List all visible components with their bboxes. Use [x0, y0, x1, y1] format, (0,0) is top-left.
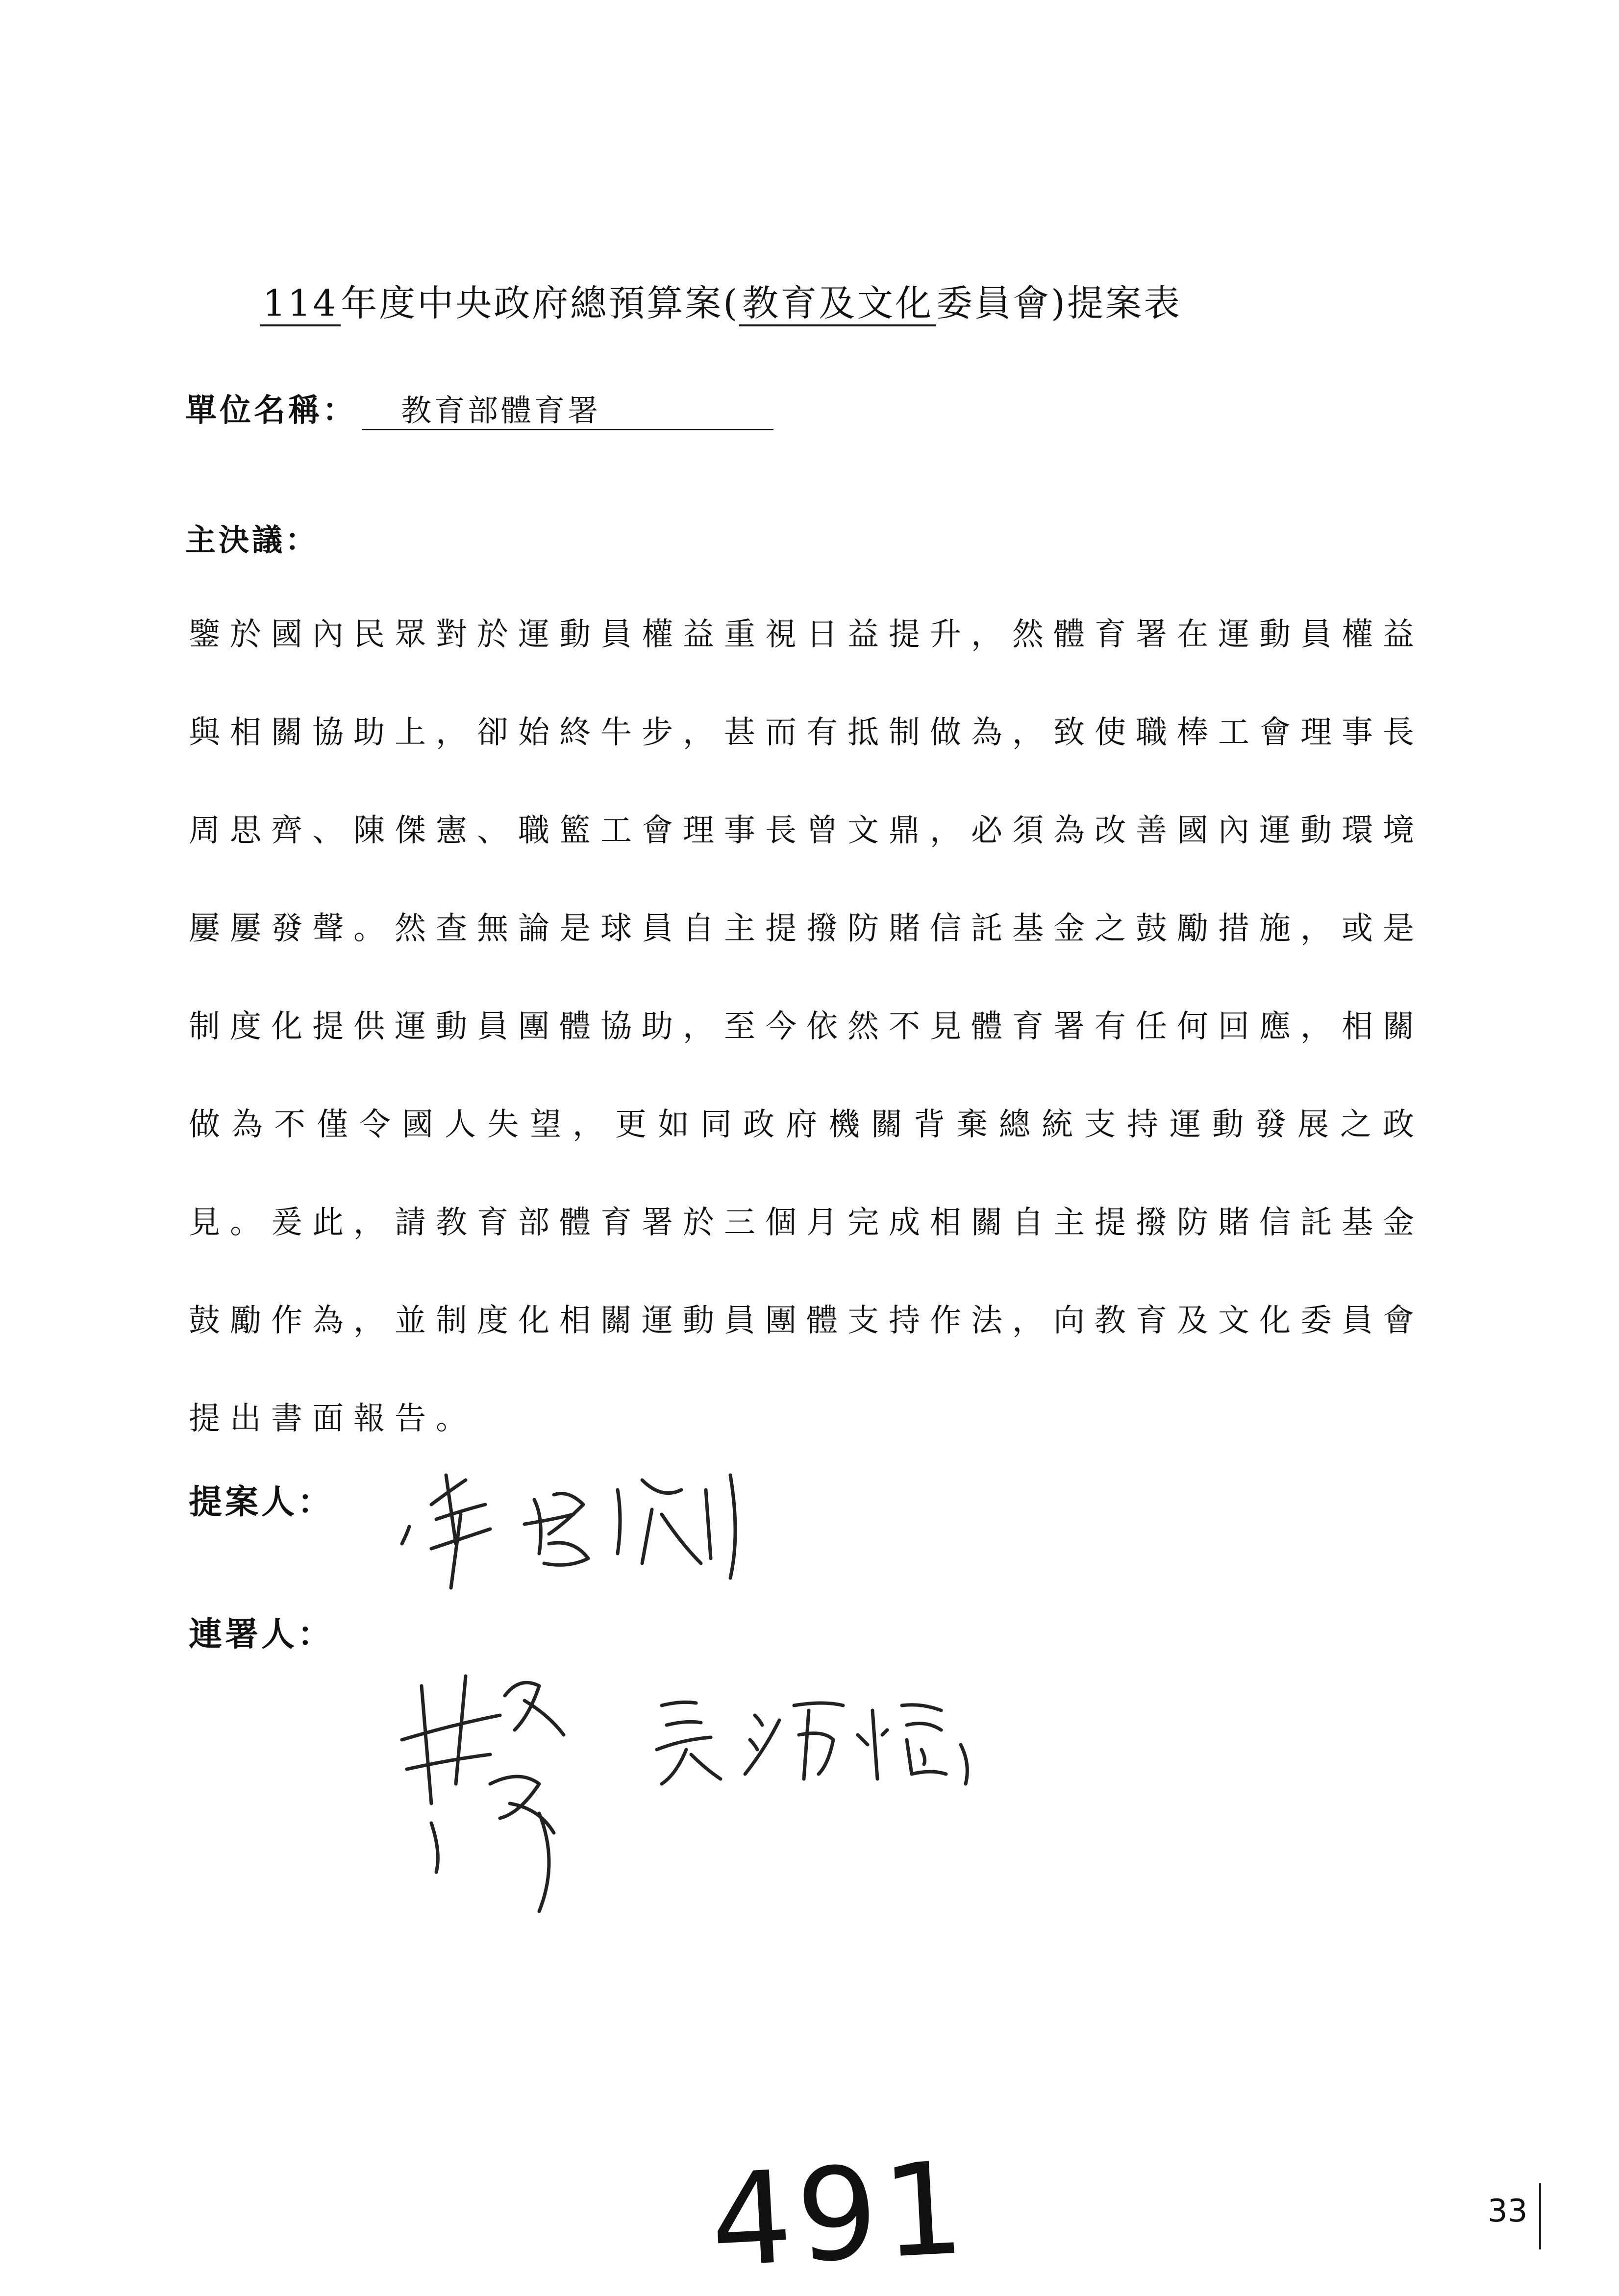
resolution-body: 鑒於國內民眾對於運動員權益重視日益提升，然體育署在運動員權益與相關協助上，卻始終牛步，甚而有抵制做為，致使職棒工會理事長周思齊、陳傑憲、職籃工會理事長曾文鼎，必須為改善國內運動環境屢屢發聲。然查無論是球員自主提撥防賭信託基金之鼓勵措施，或是制度化提供運動員團體協助，至今依然不見體育署有任何回應，相關做為不僅令國人失望，更如同政府機關背棄總統支持運動發展之政見。爰此，請教育部體育署於三個月完成相關自主提撥防賭信託基金鼓勵作為，並制度化相關運動員團體支持作法，向教育及文化委員會提出書面報告。	[189, 617, 1424, 1437]
handwritten-number: 491	[707, 2134, 972, 2296]
proposer-signature	[387, 1446, 789, 1593]
main-resolution-heading: 主決議：	[185, 522, 319, 558]
unit-name-label: 單位名稱：	[185, 393, 357, 429]
budget-year: 114	[260, 282, 341, 326]
unit-name-value: 教育部體育署	[362, 393, 773, 430]
cosigner-signature-2	[647, 1681, 990, 1789]
unit-name-row	[185, 392, 773, 430]
cosigner-signature-1	[392, 1656, 637, 1931]
title-end: 委員會)提案表	[936, 282, 1182, 324]
page-number-mark	[1539, 2183, 1541, 2249]
title-middle: 年度中央政府總預算案(	[341, 282, 740, 324]
cosigner-label: 連署人：	[189, 1615, 334, 1654]
page-number: 33	[1488, 2193, 1528, 2229]
document-title	[260, 282, 1182, 325]
committee-name: 教育及文化	[739, 282, 936, 326]
proposer-label: 提案人：	[189, 1483, 334, 1522]
